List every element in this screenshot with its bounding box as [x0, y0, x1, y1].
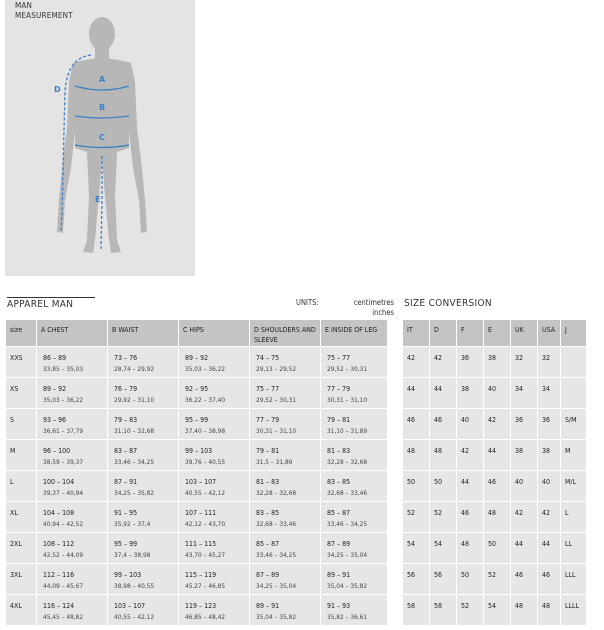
conversion-cell: 46: [484, 470, 510, 501]
conversion-cell: LL: [561, 532, 586, 563]
inches-value: 35,04 – 35,82: [256, 613, 297, 621]
centimetres-value: 87 – 89: [256, 571, 280, 579]
col-header-inside-leg: E INSIDE OF LEG: [321, 320, 387, 346]
conversion-cell: 42: [430, 346, 456, 377]
conversion-table-body: [403, 346, 586, 625]
conversion-cell: 44: [511, 532, 537, 563]
inches-value: 32,28 – 32,68: [327, 458, 368, 466]
label-e: E: [95, 195, 101, 204]
centimetres-value: 85 – 87: [256, 540, 280, 548]
table-row: [6, 408, 387, 439]
col-header-d: D: [430, 320, 456, 346]
conversion-cell: 38: [457, 377, 483, 408]
centimetres-value: 87 – 89: [327, 540, 351, 548]
measurement-cell: [108, 346, 178, 377]
conversion-cell: 48: [484, 501, 510, 532]
inches-value: 30,31 – 31,10: [256, 427, 297, 435]
measurement-cell: [179, 594, 249, 625]
conversion-cell: 54: [484, 594, 510, 625]
units-values: [348, 298, 394, 318]
measurement-cell: [250, 377, 320, 408]
apparel-header-row: [6, 320, 387, 346]
measurement-cell: [250, 439, 320, 470]
measurement-cell: [321, 377, 387, 408]
inches-value: 38,59 – 39,37: [43, 458, 84, 466]
table-row: [403, 346, 586, 377]
table-row: [403, 594, 586, 625]
measurement-cell: [179, 439, 249, 470]
conversion-cell: 46: [511, 563, 537, 594]
measurement-cell: [108, 563, 178, 594]
table-row: [403, 532, 586, 563]
col-header-size: size: [6, 320, 36, 346]
table-row: [403, 408, 586, 439]
conversion-cell: 40: [511, 470, 537, 501]
size-label: L: [6, 470, 36, 501]
inches-value: 45,45 – 48,82: [43, 613, 84, 621]
centimetres-value: 76 – 79: [114, 385, 138, 393]
measurement-cell: [321, 346, 387, 377]
inches-value: 35,82 – 36,61: [327, 613, 368, 621]
table-row: [6, 501, 387, 532]
inches-value: 29,52 – 30,31: [256, 396, 297, 404]
col-header-j: J: [561, 320, 586, 346]
measurement-cell: [250, 346, 320, 377]
conversion-cell: 46: [538, 563, 560, 594]
label-a: A: [99, 75, 106, 84]
centimetres-value: 81 – 83: [256, 478, 280, 486]
centimetres-value: 91 – 95: [114, 509, 138, 517]
conversion-cell: 46: [430, 408, 456, 439]
measurement-cell: [321, 470, 387, 501]
inches-value: 36,22 – 37,40: [185, 396, 226, 404]
centimetres-value: 119 – 123: [185, 602, 217, 610]
table-row: [403, 563, 586, 594]
units-secondary: inches: [372, 308, 394, 317]
conversion-cell: 36: [511, 408, 537, 439]
centimetres-value: 99 – 103: [114, 571, 142, 579]
table-row: [6, 470, 387, 501]
conversion-cell: LLL: [561, 563, 586, 594]
inches-value: 33,85 – 35,03: [43, 365, 84, 373]
table-row: [403, 377, 586, 408]
measurement-cell: [250, 594, 320, 625]
conversion-cell: 38: [484, 346, 510, 377]
measurement-cell: [250, 501, 320, 532]
measurement-cell: [321, 594, 387, 625]
conversion-cell: 42: [484, 408, 510, 439]
measurement-cell: [37, 470, 107, 501]
conversion-cell: 58: [430, 594, 456, 625]
conversion-cell: 52: [457, 594, 483, 625]
conversion-cell: 52: [430, 501, 456, 532]
apparel-size-table: [5, 320, 388, 625]
centimetres-value: 115 – 119: [185, 571, 217, 579]
inches-value: 35,03 – 36,22: [185, 365, 226, 373]
measurement-cell: [37, 439, 107, 470]
conversion-cell: 32: [511, 346, 537, 377]
label-c: C: [99, 133, 105, 142]
conversion-cell: 32: [538, 346, 560, 377]
conversion-cell: 58: [403, 594, 429, 625]
inches-value: 43,70 – 45,27: [185, 551, 226, 559]
col-header-f: F: [457, 320, 483, 346]
table-row: [6, 346, 387, 377]
centimetres-value: 79 – 81: [256, 447, 280, 455]
centimetres-value: 107 – 111: [185, 509, 217, 517]
measurement-cell: [250, 470, 320, 501]
inches-value: 38,98 – 40,55: [114, 582, 155, 590]
measurement-cell: [37, 346, 107, 377]
centimetres-value: 75 – 77: [327, 354, 351, 362]
conversion-cell: 48: [403, 439, 429, 470]
inches-value: 34,25 – 35,04: [327, 551, 368, 559]
conversion-cell: 52: [403, 501, 429, 532]
inches-value: 42,52 – 44,09: [43, 551, 84, 559]
inches-value: 32,68 – 33,46: [256, 520, 297, 528]
conversion-cell: 42: [511, 501, 537, 532]
label-b: B: [99, 103, 106, 112]
table-row: [403, 439, 586, 470]
measurement-panel: [5, 0, 195, 276]
measurement-cell: [321, 563, 387, 594]
inches-value: 33,46 – 34,25: [327, 520, 368, 528]
table-row: [6, 563, 387, 594]
size-label: 4XL: [6, 594, 36, 625]
measurement-cell: [250, 532, 320, 563]
conversion-cell: S/M: [561, 408, 586, 439]
label-d: D: [54, 85, 61, 94]
measurement-cell: [250, 408, 320, 439]
measurement-cell: [179, 377, 249, 408]
centimetres-value: 73 – 76: [114, 354, 138, 362]
apparel-title: APPAREL MAN: [7, 297, 95, 310]
inches-value: 29,13 – 29,52: [256, 365, 297, 373]
centimetres-value: 79 – 83: [114, 416, 138, 424]
table-row: [6, 594, 387, 625]
measurement-cell: [179, 346, 249, 377]
centimetres-value: 89 – 92: [185, 354, 209, 362]
inches-value: 42,12 – 43,70: [185, 520, 226, 528]
measurement-cell: [108, 594, 178, 625]
table-row: [403, 470, 586, 501]
centimetres-value: 100 – 104: [43, 478, 75, 486]
col-header-chest: A CHEST: [37, 320, 107, 346]
centimetres-value: 86 – 89: [43, 354, 67, 362]
conversion-cell: 44: [484, 439, 510, 470]
size-label: XXS: [6, 346, 36, 377]
centimetres-value: 77 – 79: [327, 385, 351, 393]
conversion-cell: 34: [511, 377, 537, 408]
conversion-cell: 40: [484, 377, 510, 408]
conversion-cell: 40: [538, 470, 560, 501]
measurement-cell: [321, 501, 387, 532]
col-header-shoulders-sleeve: D SHOULDERS AND SLEEVE: [250, 320, 320, 346]
centimetres-value: 96 – 100: [43, 447, 71, 455]
col-header-waist: B WAIST: [108, 320, 178, 346]
measurement-cell: [37, 594, 107, 625]
size-label: XL: [6, 501, 36, 532]
measurement-cell: [37, 377, 107, 408]
conversion-cell: 38: [511, 439, 537, 470]
table-row: [6, 532, 387, 563]
measurement-cell: [37, 501, 107, 532]
measurement-cell: [179, 532, 249, 563]
conversion-cell: [561, 377, 586, 408]
units-label: UNITS:: [296, 298, 319, 307]
size-conversion-table: [402, 320, 587, 625]
conversion-cell: 48: [430, 439, 456, 470]
panel-title-line2: MEASUREMENT: [15, 11, 73, 20]
measurement-cell: [108, 470, 178, 501]
centimetres-value: 103 – 107: [114, 602, 146, 610]
conversion-cell: 50: [430, 470, 456, 501]
conversion-cell: 48: [511, 594, 537, 625]
measurement-cell: [37, 408, 107, 439]
inches-value: 36,61 – 37,79: [43, 427, 84, 435]
conversion-cell: 34: [538, 377, 560, 408]
centimetres-value: 81 – 83: [327, 447, 351, 455]
inches-value: 35,04 – 35,82: [327, 582, 368, 590]
centimetres-value: 74 – 75: [256, 354, 280, 362]
inches-value: 31,10 – 31,89: [327, 427, 368, 435]
conversion-cell: 56: [403, 563, 429, 594]
inches-value: 40,55 – 42,12: [114, 613, 155, 621]
conversion-cell: 48: [457, 532, 483, 563]
centimetres-value: 93 – 96: [43, 416, 67, 424]
conversion-cell: 42: [457, 439, 483, 470]
inches-value: 30,31 – 31,10: [327, 396, 368, 404]
inches-value: 32,68 – 33,46: [327, 489, 368, 497]
measurement-cell: [321, 439, 387, 470]
centimetres-value: 91 – 93: [327, 602, 351, 610]
inches-value: 33,46 – 34,25: [114, 458, 155, 466]
centimetres-value: 95 – 99: [114, 540, 138, 548]
centimetres-value: 83 – 87: [114, 447, 138, 455]
conversion-cell: 52: [484, 563, 510, 594]
conversion-cell: 50: [484, 532, 510, 563]
table-row: [6, 439, 387, 470]
col-header-hips: C HIPS: [179, 320, 249, 346]
measurement-cell: [37, 532, 107, 563]
centimetres-value: 112 – 116: [43, 571, 75, 579]
measurement-cell: [37, 563, 107, 594]
inches-value: 34,25 – 35,04: [256, 582, 297, 590]
conversion-cell: [561, 346, 586, 377]
conversion-cell: 36: [457, 346, 483, 377]
centimetres-value: 95 – 99: [185, 416, 209, 424]
conversion-cell: 36: [538, 408, 560, 439]
size-label: S: [6, 408, 36, 439]
conversion-cell: LLLL: [561, 594, 586, 625]
size-label: M: [6, 439, 36, 470]
conversion-cell: 46: [403, 408, 429, 439]
inches-value: 46,85 – 48,42: [185, 613, 226, 621]
inches-value: 37,40 – 38,98: [185, 427, 226, 435]
inches-value: 32,28 – 32,68: [256, 489, 297, 497]
centimetres-value: 104 – 108: [43, 509, 75, 517]
inches-value: 31,10 – 32,68: [114, 427, 155, 435]
measurement-cell: [179, 408, 249, 439]
inches-value: 44,09 – 45,67: [43, 582, 84, 590]
conversion-cell: 40: [457, 408, 483, 439]
conversion-cell: 46: [457, 501, 483, 532]
conversion-cell: 38: [538, 439, 560, 470]
conversion-cell: 48: [538, 594, 560, 625]
inches-value: 37,4 – 38,98: [114, 551, 151, 559]
conversion-cell: M: [561, 439, 586, 470]
conversion-cell: 44: [430, 377, 456, 408]
centimetres-value: 89 – 92: [43, 385, 67, 393]
measurement-cell: [108, 408, 178, 439]
conversion-title: SIZE CONVERSION: [404, 298, 492, 309]
inches-value: 39,37 – 40,94: [43, 489, 84, 497]
col-header-e: E: [484, 320, 510, 346]
conversion-cell: 42: [403, 346, 429, 377]
size-label: 3XL: [6, 563, 36, 594]
conversion-header-row: [403, 320, 586, 346]
centimetres-value: 89 – 91: [256, 602, 280, 610]
inches-value: 45,27 – 46,85: [185, 582, 226, 590]
measurement-cell: [250, 563, 320, 594]
centimetres-value: 79 – 81: [327, 416, 351, 424]
size-label: 2XL: [6, 532, 36, 563]
centimetres-value: 83 – 85: [327, 478, 351, 486]
inches-value: 34,25 – 35,82: [114, 489, 155, 497]
body-figure: [5, 0, 195, 276]
centimetres-value: 108 – 112: [43, 540, 75, 548]
inches-value: 40,55 – 42,12: [185, 489, 226, 497]
inches-value: 28,74 – 29,92: [114, 365, 155, 373]
inches-value: 40,94 – 42,52: [43, 520, 84, 528]
table-row: [403, 501, 586, 532]
apparel-table-body: [6, 346, 387, 625]
measurement-cell: [108, 501, 178, 532]
inches-value: 31,5 – 31,89: [256, 458, 293, 466]
conversion-cell: 56: [430, 563, 456, 594]
conversion-cell: 54: [430, 532, 456, 563]
centimetres-value: 92 – 95: [185, 385, 209, 393]
measurement-cell: [179, 470, 249, 501]
measurement-cell: [321, 532, 387, 563]
conversion-cell: 44: [403, 377, 429, 408]
inches-value: 29,52 – 30,31: [327, 365, 368, 373]
measurement-cell: [108, 439, 178, 470]
conversion-cell: 50: [457, 563, 483, 594]
centimetres-value: 116 – 124: [43, 602, 75, 610]
conversion-cell: 44: [538, 532, 560, 563]
centimetres-value: 103 – 107: [185, 478, 217, 486]
table-row: [6, 377, 387, 408]
centimetres-value: 75 – 77: [256, 385, 280, 393]
measurement-cell: [179, 563, 249, 594]
inches-value: 35,92 – 37,4: [114, 520, 151, 528]
inches-value: 35,03 – 36,22: [43, 396, 84, 404]
centimetres-value: 111 – 115: [185, 540, 217, 548]
conversion-cell: 54: [403, 532, 429, 563]
size-label: XS: [6, 377, 36, 408]
units-primary: centimetres: [353, 298, 394, 307]
measurement-cell: [321, 408, 387, 439]
panel-title-line1: MAN: [15, 1, 33, 10]
centimetres-value: 87 – 91: [114, 478, 138, 486]
centimetres-value: 99 – 103: [185, 447, 213, 455]
conversion-cell: L: [561, 501, 586, 532]
col-header-usa: USA: [538, 320, 560, 346]
centimetres-value: 89 – 91: [327, 571, 351, 579]
measurement-cell: [108, 377, 178, 408]
col-header-it: IT: [403, 320, 429, 346]
conversion-cell: 50: [403, 470, 429, 501]
measurement-cell: [108, 532, 178, 563]
centimetres-value: 83 – 85: [256, 509, 280, 517]
conversion-cell: 44: [457, 470, 483, 501]
col-header-uk: UK: [511, 320, 537, 346]
conversion-cell: M/L: [561, 470, 586, 501]
centimetres-value: 85 – 87: [327, 509, 351, 517]
inches-value: 39,76 – 40,55: [185, 458, 226, 466]
centimetres-value: 77 – 79: [256, 416, 280, 424]
measurement-cell: [179, 501, 249, 532]
conversion-cell: 42: [538, 501, 560, 532]
inches-value: 29,92 – 31,10: [114, 396, 155, 404]
inches-value: 33,46 – 34,25: [256, 551, 297, 559]
